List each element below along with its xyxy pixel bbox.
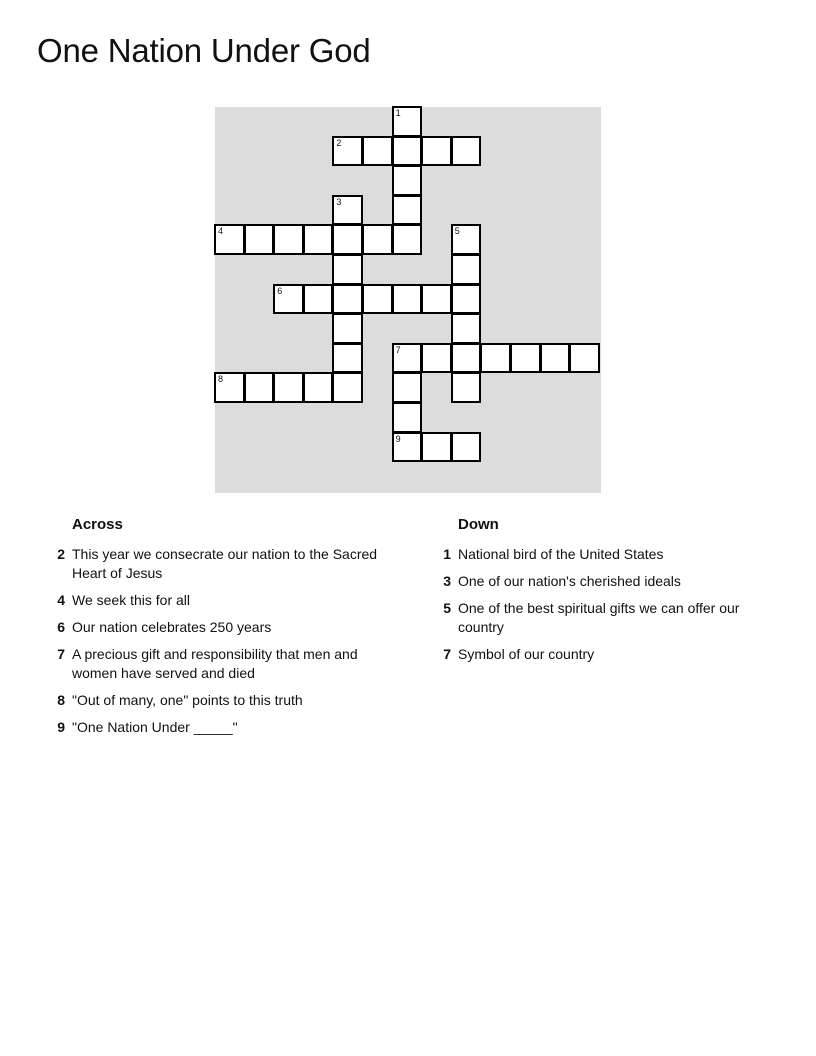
grid-cell[interactable] <box>451 313 482 344</box>
cell-number: 3 <box>336 196 342 207</box>
clue-item <box>43 691 388 710</box>
clue-item <box>43 591 388 610</box>
grid-cell[interactable] <box>421 284 452 315</box>
cell-number: 7 <box>395 344 401 355</box>
grid-cell[interactable] <box>392 432 423 463</box>
grid-cell[interactable] <box>362 136 393 167</box>
across-clues <box>43 516 388 745</box>
grid-cell[interactable] <box>392 106 423 137</box>
grid-cell[interactable] <box>332 313 363 344</box>
grid-cell[interactable] <box>421 136 452 167</box>
clue-number: 5 <box>443 600 451 616</box>
grid-cell[interactable] <box>362 224 393 255</box>
grid-cell[interactable] <box>540 343 571 374</box>
across-clue-list <box>43 545 388 737</box>
grid-cell[interactable] <box>332 343 363 374</box>
grid-cell[interactable] <box>392 284 423 315</box>
clue-number: 6 <box>57 619 65 635</box>
clue-item <box>429 545 774 564</box>
grid-cell[interactable] <box>451 224 482 255</box>
clue-text: One of the best spiritual gifts we can offer our country <box>458 600 740 635</box>
cell-number: 1 <box>395 108 401 118</box>
down-heading: Down <box>458 516 499 533</box>
clue-number: 7 <box>57 646 65 662</box>
grid-cell[interactable] <box>392 343 423 374</box>
grid-cell[interactable] <box>362 284 393 315</box>
page-title: One Nation Under God <box>37 32 371 69</box>
cell-number: 2 <box>336 137 342 148</box>
grid-cell[interactable] <box>303 284 334 315</box>
grid-cell[interactable] <box>214 372 245 403</box>
cell-number: 6 <box>277 285 283 296</box>
grid-cell[interactable] <box>303 224 334 255</box>
clue-number: 8 <box>57 692 65 708</box>
clue-item <box>429 645 774 664</box>
grid-cell[interactable] <box>244 224 275 255</box>
clue-number: 4 <box>57 592 65 608</box>
grid-cell[interactable] <box>332 372 363 403</box>
clue-number: 7 <box>443 646 451 662</box>
grid-cell[interactable] <box>332 284 363 315</box>
grid-cell[interactable] <box>451 136 482 167</box>
grid-cell[interactable] <box>510 343 541 374</box>
clue-text: Our nation celebrates 250 years <box>72 619 272 635</box>
clue-item <box>429 599 774 637</box>
down-clues <box>429 516 774 672</box>
grid-cell[interactable] <box>569 343 600 374</box>
cell-number: 4 <box>218 226 224 237</box>
clue-item <box>43 618 388 637</box>
grid-cell[interactable] <box>451 372 482 403</box>
grid-cell[interactable] <box>392 136 423 167</box>
clue-item <box>43 645 388 683</box>
clue-text: Symbol of our country <box>458 646 595 662</box>
grid-cell[interactable] <box>273 284 304 315</box>
grid-cell[interactable] <box>421 432 452 463</box>
grid-cell[interactable] <box>451 343 482 374</box>
grid-cell[interactable] <box>214 224 245 255</box>
grid-cell[interactable] <box>392 195 423 226</box>
grid-cell[interactable] <box>332 224 363 255</box>
clue-number: 9 <box>57 719 65 735</box>
cell-number: 9 <box>395 433 401 444</box>
clue-text: "Out of many, one" points to this truth <box>72 692 303 708</box>
grid-cell[interactable] <box>244 372 275 403</box>
across-heading: Across <box>72 516 123 533</box>
down-clue-list <box>429 545 774 664</box>
grid-cell[interactable] <box>273 224 304 255</box>
grid-cell[interactable] <box>332 136 363 167</box>
grid-cell[interactable] <box>392 165 423 196</box>
clue-text: This year we consecrate our nation to the Sacred Heart of Jesus <box>72 546 378 581</box>
grid-cell[interactable] <box>303 372 334 403</box>
grid-cell[interactable] <box>392 372 423 403</box>
clue-text: National bird of the United States <box>458 546 664 562</box>
grid-cell[interactable] <box>392 224 423 255</box>
grid-cell[interactable] <box>332 254 363 285</box>
grid-cell[interactable] <box>451 432 482 463</box>
grid-cell[interactable] <box>392 402 423 433</box>
clue-text: A precious gift and responsibility that men and women have served and died <box>72 646 358 681</box>
clue-number: 1 <box>443 546 451 562</box>
clue-text: "One Nation Under _____" <box>72 719 238 735</box>
cell-number: 5 <box>454 226 460 237</box>
clue-number: 3 <box>443 573 451 589</box>
clue-item <box>429 572 774 591</box>
clue-item <box>43 718 388 737</box>
grid-cell[interactable] <box>451 284 482 315</box>
clue-item <box>43 545 388 583</box>
grid-cell[interactable] <box>421 343 452 374</box>
cell-number: 8 <box>218 374 224 385</box>
grid-cell[interactable] <box>480 343 511 374</box>
grid-cell[interactable] <box>273 372 304 403</box>
clue-text: One of our nation's cherished ideals <box>458 573 681 589</box>
grid-cell[interactable] <box>451 254 482 285</box>
clue-text: We seek this for all <box>72 592 191 608</box>
clue-number: 2 <box>57 546 65 562</box>
grid-cell[interactable] <box>332 195 363 226</box>
crossword-grid <box>215 107 601 493</box>
